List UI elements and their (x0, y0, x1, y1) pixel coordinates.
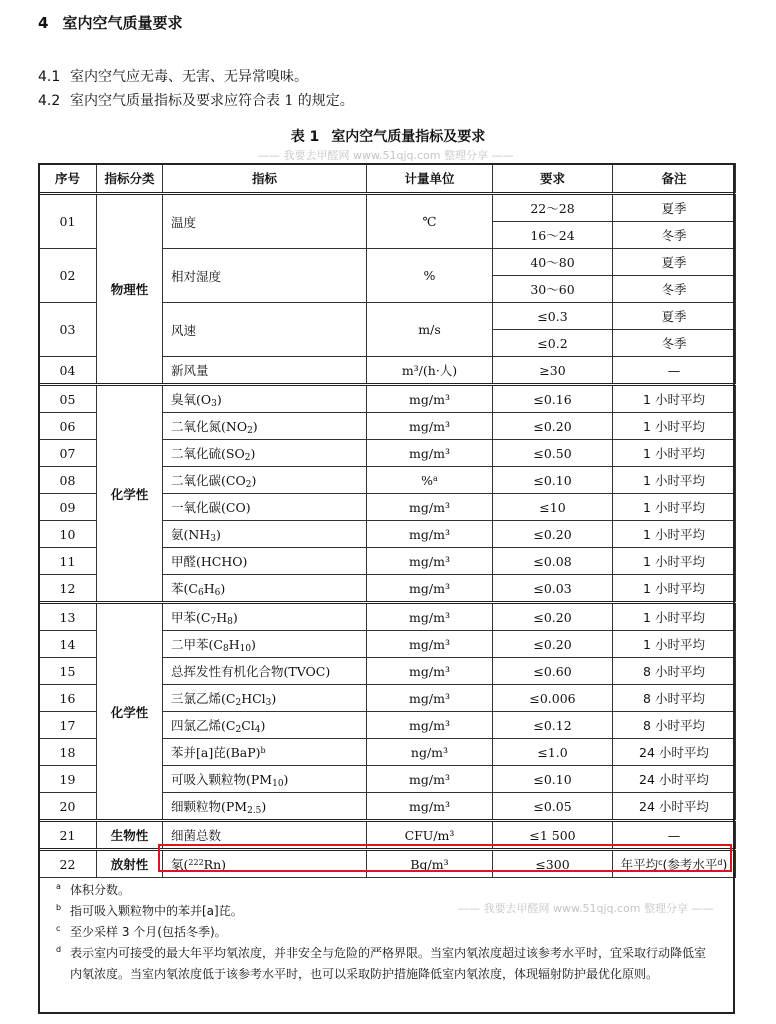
clause-4-1 (38, 66, 308, 86)
requirement-cell: ≥30 (493, 357, 613, 385)
unit-cell: ℃ (367, 194, 493, 249)
unit-cell: mg/m³ (367, 440, 493, 467)
footnote-a: a 体积分数。 (56, 882, 131, 897)
header-unit: 计量单位 (367, 164, 493, 194)
remark-cell: — (613, 821, 736, 850)
requirement-cell: 22～28 (493, 194, 613, 222)
requirement-cell: ≤0.3 (493, 303, 613, 330)
seq-cell: 17 (39, 712, 97, 739)
remark-cell: 1 小时平均 (613, 575, 736, 603)
clause-text: 室内空气质量指标及要求应符合表 1 的规定。 (70, 93, 354, 109)
requirement-cell: ≤0.20 (493, 631, 613, 658)
indicator-cell: 风速 (163, 303, 367, 357)
unit-cell: m/s (367, 303, 493, 357)
requirement-cell: 40～80 (493, 249, 613, 276)
seq-cell: 08 (39, 467, 97, 494)
footnote-c: c 至少采样 3 个月(包括冬季)。 (56, 924, 227, 939)
remark-cell: 1 小时平均 (613, 494, 736, 521)
seq-cell: 13 (39, 603, 97, 631)
watermark: —— 我要去甲醛网 www.51qjq.com 整理分享 —— (258, 149, 514, 162)
seq-cell: 22 (39, 850, 97, 878)
category-radioactive: 放射性 (97, 850, 163, 878)
header-remark: 备注 (613, 164, 736, 194)
table-title (0, 126, 776, 146)
section-title: 室内空气质量要求 (62, 14, 183, 32)
requirement-cell: ≤300 (493, 850, 613, 878)
remark-cell: 夏季 (613, 249, 736, 276)
requirement-cell: ≤0.08 (493, 548, 613, 575)
table-label: 表 1 (290, 129, 320, 145)
clause-4-2 (38, 90, 354, 110)
footnotes (56, 880, 716, 985)
indicator-cell: 总挥发性有机化合物(TVOC) (163, 658, 367, 685)
remark-cell: 年平均$^c$(参考水平$^d$) (613, 850, 736, 878)
unit-cell: Bq/m³ (367, 850, 493, 878)
clause-number: 4.1 (38, 69, 61, 85)
header-category: 指标分类 (97, 164, 163, 194)
requirement-cell: ≤0.20 (493, 413, 613, 440)
indicator-cell: 氨$(NH_3)$ (163, 521, 367, 548)
indicator-cell: 二甲苯$(C_8H_{10})$ (163, 631, 367, 658)
indicator-cell: 三氯乙烯$(C_2HCl_3)$ (163, 685, 367, 712)
header-indicator: 指标 (163, 164, 367, 194)
section-number: 4 (38, 14, 49, 32)
remark-cell: 8 小时平均 (613, 712, 736, 739)
indicator-cell: 细颗粒物$(PM_{2.5})$ (163, 793, 367, 821)
seq-cell: 02 (39, 249, 97, 303)
remark-cell: — (613, 357, 736, 385)
unit-cell: mg/m³ (367, 575, 493, 603)
watermark-text: 我要去甲醛网 www.51qjq.com 整理分享 (283, 149, 488, 162)
requirement-cell: ≤0.60 (493, 658, 613, 685)
indicator-cell: 可吸入颗粒物$(PM_{10})$ (163, 766, 367, 793)
unit-cell: mg/m³ (367, 685, 493, 712)
remark-cell: 冬季 (613, 222, 736, 249)
remark-cell: 1 小时平均 (613, 631, 736, 658)
unit-cell: mg/m³ (367, 766, 493, 793)
table-caption: 室内空气质量指标及要求 (331, 129, 486, 145)
remark-cell: 夏季 (613, 194, 736, 222)
category-chemical-1: 化学性 (97, 385, 163, 603)
unit-cell: mg/m³ (367, 658, 493, 685)
requirement-cell: ≤0.10 (493, 766, 613, 793)
unit-cell: mg/m³ (367, 548, 493, 575)
indicator-cell: 一氧化碳(CO) (163, 494, 367, 521)
seq-cell: 01 (39, 194, 97, 249)
seq-cell: 21 (39, 821, 97, 850)
indicator-cell: 温度 (163, 194, 367, 249)
unit-cell: mg/m³ (367, 712, 493, 739)
requirement-cell: 16～24 (493, 222, 613, 249)
unit-cell: CFU/m³ (367, 821, 493, 850)
category-chemical-2: 化学性 (97, 603, 163, 821)
unit-cell: %$^a$ (367, 467, 493, 494)
indicator-cell: 甲苯$(C_7H_8)$ (163, 603, 367, 631)
seq-cell: 10 (39, 521, 97, 548)
seq-cell: 15 (39, 658, 97, 685)
indicator-cell: 苯并[a]芘(BaP)$^b$ (163, 739, 367, 766)
footnote-d: d 表示室内可接受的最大年平均氡浓度，并非安全与危险的严格界限。当室内氡浓度超过该参考水平时，宜采取行动降低室内氡浓度。当室内氡浓度低于该参考水平时，也可以采取防护措施降低室内氡浓度，体现辐射防护最优化原则。 (56, 945, 707, 981)
requirement-cell: ≤0.16 (493, 385, 613, 413)
radon-row-highlight (158, 844, 732, 872)
remark-cell: 冬季 (613, 276, 736, 303)
requirement-cell: ≤0.2 (493, 330, 613, 357)
unit-cell: mg/m³ (367, 494, 493, 521)
unit-cell: % (367, 249, 493, 303)
remark-cell: 1 小时平均 (613, 603, 736, 631)
seq-cell: 06 (39, 413, 97, 440)
seq-cell: 14 (39, 631, 97, 658)
indicator-cell: 氡($^{222}$Rn) (163, 850, 367, 878)
requirement-cell: ≤0.12 (493, 712, 613, 739)
unit-cell: mg/m³ (367, 793, 493, 821)
seq-cell: 03 (39, 303, 97, 357)
seq-cell: 05 (39, 385, 97, 413)
seq-cell: 12 (39, 575, 97, 603)
remark-cell: 8 小时平均 (613, 685, 736, 712)
indicator-cell: 臭氧$(O_3)$ (163, 385, 367, 413)
indicator-cell: 四氯乙烯$(C_2Cl_4)$ (163, 712, 367, 739)
remark-cell: 1 小时平均 (613, 467, 736, 494)
requirement-cell: ≤0.006 (493, 685, 613, 712)
watermark-footer: —— 我要去甲醛网 www.51qjq.com 整理分享 —— (458, 902, 714, 915)
remark-cell: 夏季 (613, 303, 736, 330)
unit-cell: mg/m³ (367, 385, 493, 413)
seq-cell: 20 (39, 793, 97, 821)
requirement-cell: ≤0.50 (493, 440, 613, 467)
seq-cell: 18 (39, 739, 97, 766)
requirement-cell: ≤0.10 (493, 467, 613, 494)
unit-cell: mg/m³ (367, 631, 493, 658)
unit-cell: ng/m³ (367, 739, 493, 766)
clause-text: 室内空气应无毒、无害、无异常嗅味。 (70, 69, 308, 85)
header-seq: 序号 (39, 164, 97, 194)
requirement-cell: ≤0.03 (493, 575, 613, 603)
category-physical: 物理性 (97, 194, 163, 385)
watermark-text: 我要去甲醛网 www.51qjq.com 整理分享 (483, 902, 688, 915)
requirement-cell: ≤0.05 (493, 793, 613, 821)
remark-cell: 1 小时平均 (613, 440, 736, 467)
remark-cell: 冬季 (613, 330, 736, 357)
unit-cell: m³/(h·人) (367, 357, 493, 385)
indicator-cell: 甲醛(HCHO) (163, 548, 367, 575)
indicator-cell: 细菌总数 (163, 821, 367, 850)
seq-cell: 07 (39, 440, 97, 467)
category-biological: 生物性 (97, 821, 163, 850)
seq-cell: 09 (39, 494, 97, 521)
indicator-cell: 新风量 (163, 357, 367, 385)
remark-cell: 24 小时平均 (613, 766, 736, 793)
requirement-cell: ≤1 500 (493, 821, 613, 850)
indicator-cell: 二氧化氮$(NO_2)$ (163, 413, 367, 440)
remark-cell: 1 小时平均 (613, 521, 736, 548)
requirement-cell: ≤0.20 (493, 521, 613, 548)
indicator-cell: 苯$(C_6H_6)$ (163, 575, 367, 603)
indicator-cell: 相对湿度 (163, 249, 367, 303)
indicator-cell: 二氧化碳$(CO_2)$ (163, 467, 367, 494)
seq-cell: 04 (39, 357, 97, 385)
seq-cell: 16 (39, 685, 97, 712)
remark-cell: 1 小时平均 (613, 548, 736, 575)
requirement-cell: ≤10 (493, 494, 613, 521)
indicator-cell: 二氧化硫$(SO_2)$ (163, 440, 367, 467)
remark-cell: 24 小时平均 (613, 793, 736, 821)
seq-cell: 19 (39, 766, 97, 793)
requirement-cell: ≤1.0 (493, 739, 613, 766)
clause-number: 4.2 (38, 93, 61, 109)
footnote-b: b 指可吸入颗粒物中的苯并[a]芘。 (56, 903, 243, 918)
unit-cell: mg/m³ (367, 413, 493, 440)
remark-cell: 8 小时平均 (613, 658, 736, 685)
requirement-cell: 30～60 (493, 276, 613, 303)
seq-cell: 11 (39, 548, 97, 575)
header-requirement: 要求 (493, 164, 613, 194)
remark-cell: 1 小时平均 (613, 385, 736, 413)
remark-cell: 1 小时平均 (613, 413, 736, 440)
section-heading (38, 12, 182, 33)
unit-cell: mg/m³ (367, 521, 493, 548)
remark-cell: 24 小时平均 (613, 739, 736, 766)
requirement-cell: ≤0.20 (493, 603, 613, 631)
unit-cell: mg/m³ (367, 603, 493, 631)
